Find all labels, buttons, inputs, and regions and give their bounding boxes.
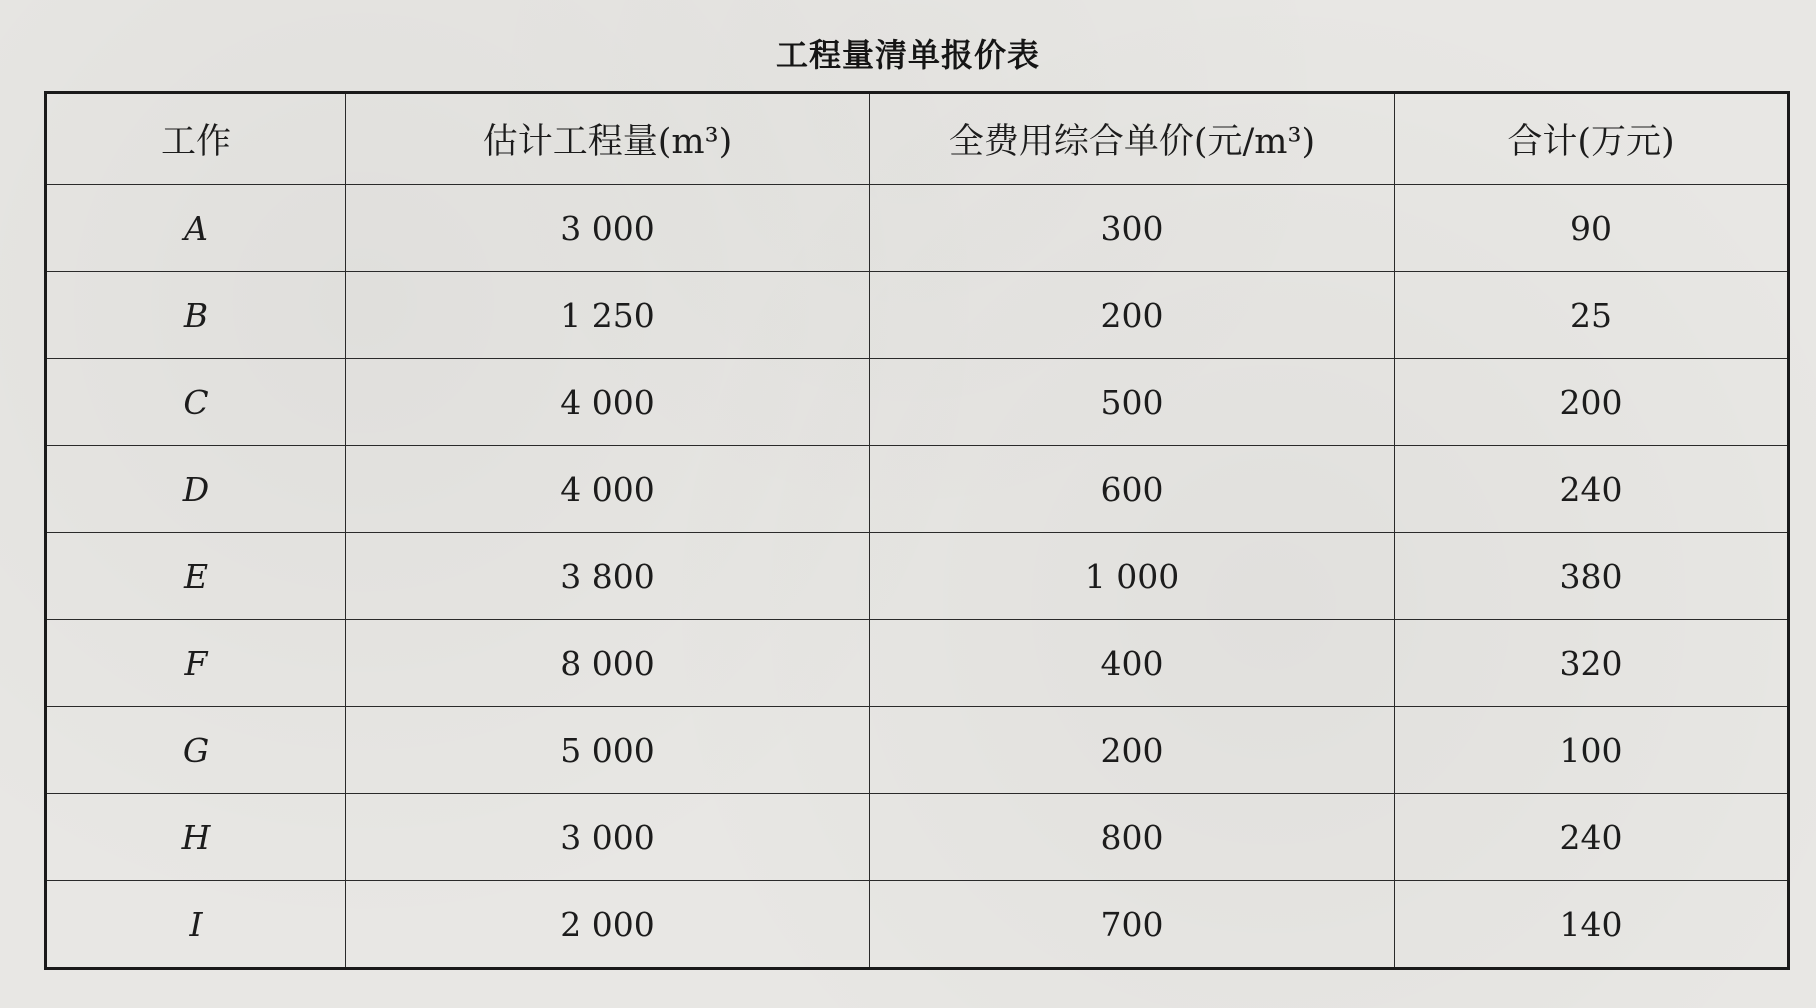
total-cell: 200: [1395, 359, 1789, 446]
total-cell: 100: [1395, 707, 1789, 794]
quantity-cell: 4 000: [346, 446, 870, 533]
header-quantity: 估计工程量(m³): [346, 93, 870, 185]
unit-price-cell: 300: [870, 185, 1395, 272]
table-row: [46, 620, 1789, 707]
table-row: [46, 185, 1789, 272]
quantity-cell: 1 250: [346, 272, 870, 359]
total-cell: 140: [1395, 881, 1789, 969]
unit-price-cell: 200: [870, 272, 1395, 359]
header-row: [46, 93, 1789, 185]
total-cell: 240: [1395, 794, 1789, 881]
work-cell: E: [46, 533, 346, 620]
quantity-cell: 2 000: [346, 881, 870, 969]
unit-price-cell: 400: [870, 620, 1395, 707]
total-cell: 320: [1395, 620, 1789, 707]
table-title: 工程量清单报价表: [775, 36, 1040, 74]
header-unit-price: 全费用综合单价(元/m³): [870, 93, 1395, 185]
unit-price-cell: 200: [870, 707, 1395, 794]
work-cell: F: [46, 620, 346, 707]
table-row: [46, 533, 1789, 620]
table-row: [46, 794, 1789, 881]
quantity-cell: 3 000: [346, 794, 870, 881]
unit-price-cell: 800: [870, 794, 1395, 881]
work-cell: D: [46, 446, 346, 533]
unit-price-cell: 700: [870, 881, 1395, 969]
table-row: [46, 707, 1789, 794]
work-cell: A: [46, 185, 346, 272]
table-row: [46, 272, 1789, 359]
table-row: [46, 359, 1789, 446]
total-cell: 380: [1395, 533, 1789, 620]
unit-price-cell: 1 000: [870, 533, 1395, 620]
unit-price-cell: 600: [870, 446, 1395, 533]
work-cell: G: [46, 707, 346, 794]
work-cell: C: [46, 359, 346, 446]
total-cell: 240: [1395, 446, 1789, 533]
header-work: 工作: [46, 93, 346, 185]
table-row: [46, 881, 1789, 969]
work-cell: I: [46, 881, 346, 969]
quote-table: [44, 91, 1790, 970]
unit-price-cell: 500: [870, 359, 1395, 446]
header-total: 合计(万元): [1395, 93, 1789, 185]
work-cell: H: [46, 794, 346, 881]
table-row: [46, 446, 1789, 533]
total-cell: 90: [1395, 185, 1789, 272]
work-cell: B: [46, 272, 346, 359]
quantity-cell: 4 000: [346, 359, 870, 446]
quantity-cell: 5 000: [346, 707, 870, 794]
total-cell: 25: [1395, 272, 1789, 359]
quantity-cell: 8 000: [346, 620, 870, 707]
quantity-cell: 3 000: [346, 185, 870, 272]
quantity-cell: 3 800: [346, 533, 870, 620]
